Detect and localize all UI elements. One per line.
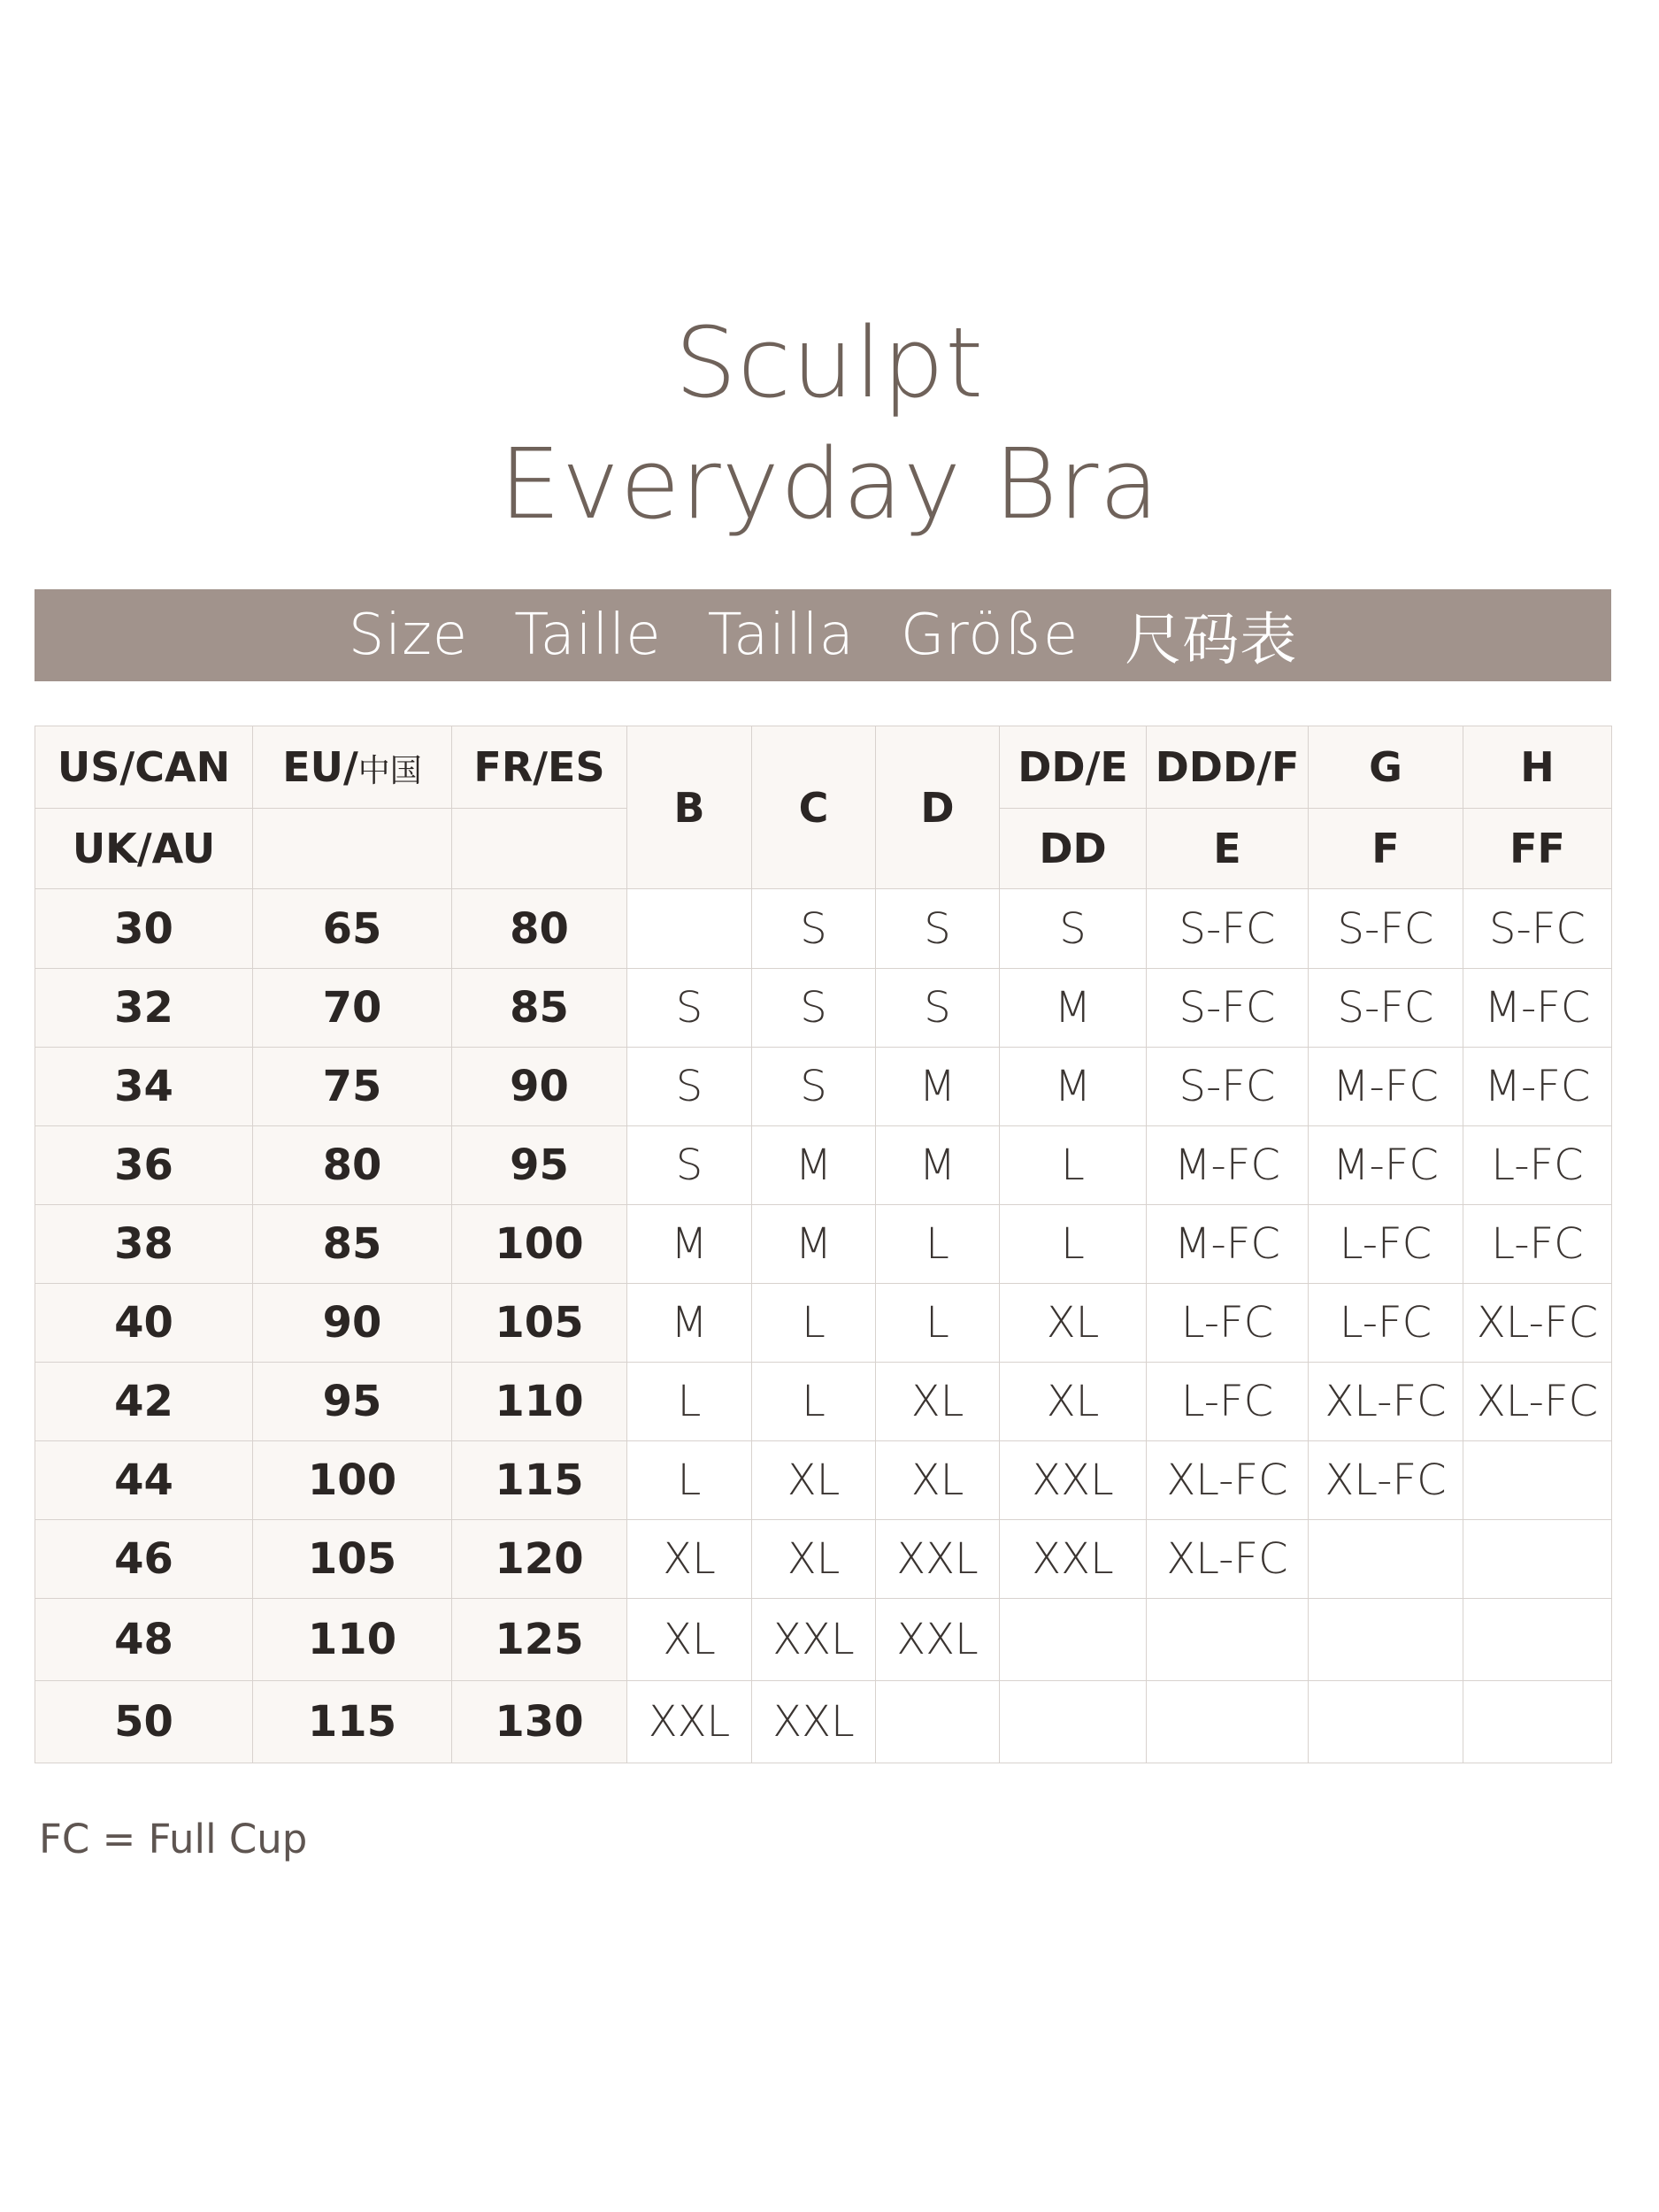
- size-label-zh: 尺码表: [1125, 608, 1298, 673]
- header-uk-cup-dd: DD: [1000, 809, 1147, 889]
- cup-size-cell: M: [876, 1048, 1000, 1126]
- cup-size-cell: [1309, 1681, 1463, 1763]
- size-label-fr: Taille: [514, 603, 662, 668]
- header-uk-cup-f: F: [1309, 809, 1463, 889]
- cup-size-cell: S: [627, 1048, 752, 1126]
- cup-size-cell: M: [627, 1205, 752, 1284]
- band-fr-es: 130: [452, 1681, 627, 1763]
- cup-size-cell: M: [752, 1126, 876, 1205]
- header-us-cup-dd-e: DD/E: [1000, 726, 1147, 809]
- cup-size-cell: L: [627, 1363, 752, 1441]
- cup-size-cell: L-FC: [1463, 1126, 1612, 1205]
- band-fr-es: 95: [452, 1126, 627, 1205]
- band-fr-es: 85: [452, 969, 627, 1048]
- cup-size-cell: S-FC: [1309, 889, 1463, 969]
- band-fr-es: 80: [452, 889, 627, 969]
- band-us-can: 32: [35, 969, 253, 1048]
- cup-size-cell: M: [1000, 1048, 1147, 1126]
- cup-size-cell: [1147, 1681, 1309, 1763]
- band-us-can: 48: [35, 1599, 253, 1681]
- table-row: [35, 1363, 1612, 1441]
- cup-size-cell: [1000, 1599, 1147, 1681]
- band-fr-es: 105: [452, 1284, 627, 1363]
- header-cup-b: B: [627, 726, 752, 889]
- cup-size-cell: S: [876, 969, 1000, 1048]
- cup-size-cell: M: [876, 1126, 1000, 1205]
- cup-size-cell: S: [752, 1048, 876, 1126]
- cup-size-cell: XXL: [1000, 1520, 1147, 1599]
- header-cup-d: D: [876, 726, 1000, 889]
- header-uk-au: UK/AU: [35, 809, 253, 889]
- band-fr-es: 90: [452, 1048, 627, 1126]
- band-eu: 95: [253, 1363, 452, 1441]
- band-us-can: 50: [35, 1681, 253, 1763]
- cup-size-cell: L: [1000, 1126, 1147, 1205]
- cup-size-cell: [1147, 1599, 1309, 1681]
- cup-size-cell: XXL: [752, 1681, 876, 1763]
- cup-size-cell: S-FC: [1309, 969, 1463, 1048]
- size-label-es: Tailla: [707, 603, 855, 668]
- band-eu: 105: [253, 1520, 452, 1599]
- band-fr-es: 100: [452, 1205, 627, 1284]
- cup-size-cell: S: [627, 1126, 752, 1205]
- cup-size-cell: XL: [752, 1520, 876, 1599]
- table-row: [35, 1126, 1612, 1205]
- size-label-en: Size: [348, 603, 469, 668]
- band-eu: 75: [253, 1048, 452, 1126]
- cup-size-cell: S: [752, 889, 876, 969]
- header-fr-es: FR/ES: [452, 726, 627, 809]
- header-uk-cup-ff: FF: [1463, 809, 1612, 889]
- cup-size-cell: M: [1000, 969, 1147, 1048]
- cup-size-cell: [1463, 1441, 1612, 1520]
- cup-size-cell: XXL: [876, 1520, 1000, 1599]
- footnote: FC = Full Cup: [39, 1816, 308, 1863]
- band-fr-es: 115: [452, 1441, 627, 1520]
- header-empty-eu: [253, 809, 452, 889]
- table-row: [35, 969, 1612, 1048]
- band-eu: 80: [253, 1126, 452, 1205]
- band-eu: 70: [253, 969, 452, 1048]
- cup-size-cell: L: [627, 1441, 752, 1520]
- cup-size-cell: XXL: [627, 1681, 752, 1763]
- cup-size-cell: XL: [876, 1441, 1000, 1520]
- table-row: [35, 889, 1612, 969]
- header-cup-c: C: [752, 726, 876, 889]
- band-us-can: 34: [35, 1048, 253, 1126]
- cup-size-cell: S: [752, 969, 876, 1048]
- cup-size-cell: L: [752, 1284, 876, 1363]
- cup-size-cell: XL: [627, 1599, 752, 1681]
- table-row: [35, 1441, 1612, 1520]
- cup-size-cell: XL: [1000, 1363, 1147, 1441]
- band-us-can: 36: [35, 1126, 253, 1205]
- cup-size-cell: S: [627, 969, 752, 1048]
- header-uk-cup-e: E: [1147, 809, 1309, 889]
- cup-size-cell: S: [1000, 889, 1147, 969]
- cup-size-cell: XXL: [876, 1599, 1000, 1681]
- band-us-can: 46: [35, 1520, 253, 1599]
- cup-size-cell: XL-FC: [1463, 1284, 1612, 1363]
- cup-size-cell: XL-FC: [1147, 1441, 1309, 1520]
- cup-size-cell: [1463, 1681, 1612, 1763]
- cup-size-cell: S: [876, 889, 1000, 969]
- band-fr-es: 120: [452, 1520, 627, 1599]
- table-row: [35, 1520, 1612, 1599]
- band-us-can: 38: [35, 1205, 253, 1284]
- cup-size-cell: S-FC: [1147, 969, 1309, 1048]
- header-eu: [253, 726, 452, 809]
- cup-size-cell: XXL: [1000, 1441, 1147, 1520]
- header-us-cup-g: G: [1309, 726, 1463, 809]
- cup-size-cell: M-FC: [1147, 1126, 1309, 1205]
- cup-size-cell: M: [752, 1205, 876, 1284]
- cup-size-cell: [876, 1681, 1000, 1763]
- band-eu: 100: [253, 1441, 452, 1520]
- cup-size-cell: [627, 889, 752, 969]
- header-empty-fr: [452, 809, 627, 889]
- band-fr-es: 110: [452, 1363, 627, 1441]
- title-line-2: Everyday Bra: [499, 427, 1160, 541]
- cup-size-cell: M-FC: [1463, 1048, 1612, 1126]
- cup-size-cell: M-FC: [1309, 1048, 1463, 1126]
- band-eu: 115: [253, 1681, 452, 1763]
- cup-size-cell: L: [1000, 1205, 1147, 1284]
- cup-size-cell: S-FC: [1147, 889, 1309, 969]
- cup-size-cell: [1000, 1681, 1147, 1763]
- cup-size-cell: [1309, 1599, 1463, 1681]
- cup-size-cell: L-FC: [1147, 1284, 1309, 1363]
- cup-size-cell: M-FC: [1463, 969, 1612, 1048]
- header-us-cup-h: H: [1463, 726, 1612, 809]
- table-row: [35, 1048, 1612, 1126]
- band-eu: 90: [253, 1284, 452, 1363]
- cup-size-cell: XL-FC: [1309, 1441, 1463, 1520]
- table-row: [35, 1284, 1612, 1363]
- cup-size-cell: M-FC: [1147, 1205, 1309, 1284]
- band-eu: 65: [253, 889, 452, 969]
- band-eu: 110: [253, 1599, 452, 1681]
- cup-size-cell: L-FC: [1463, 1205, 1612, 1284]
- header-eu-cn: 中国: [357, 753, 422, 789]
- band-eu: 85: [253, 1205, 452, 1284]
- cup-size-cell: M: [627, 1284, 752, 1363]
- size-table: [35, 726, 1612, 1763]
- cup-size-cell: L: [876, 1205, 1000, 1284]
- cup-size-cell: XL-FC: [1463, 1363, 1612, 1441]
- cup-size-cell: M-FC: [1309, 1126, 1463, 1205]
- cup-size-cell: XL: [876, 1363, 1000, 1441]
- cup-size-cell: S-FC: [1463, 889, 1612, 969]
- table-row: [35, 1681, 1612, 1763]
- table-body: [35, 889, 1612, 1763]
- cup-size-cell: [1463, 1520, 1612, 1599]
- cup-size-cell: L: [876, 1284, 1000, 1363]
- header-us-can: US/CAN: [35, 726, 253, 809]
- band-us-can: 30: [35, 889, 253, 969]
- table-row: [35, 1205, 1612, 1284]
- cup-size-cell: L-FC: [1309, 1205, 1463, 1284]
- table-row: [35, 1599, 1612, 1681]
- cup-size-cell: L: [752, 1363, 876, 1441]
- cup-size-cell: [1309, 1520, 1463, 1599]
- band-us-can: 44: [35, 1441, 253, 1520]
- band-us-can: 40: [35, 1284, 253, 1363]
- cup-size-cell: XXL: [752, 1599, 876, 1681]
- title-line-1: Sculpt: [674, 306, 985, 419]
- cup-size-cell: L-FC: [1309, 1284, 1463, 1363]
- cup-size-cell: XL-FC: [1147, 1520, 1309, 1599]
- cup-size-cell: XL-FC: [1309, 1363, 1463, 1441]
- cup-size-cell: XL: [627, 1520, 752, 1599]
- cup-size-cell: [1463, 1599, 1612, 1681]
- size-banner: [35, 589, 1611, 681]
- cup-size-cell: L-FC: [1147, 1363, 1309, 1441]
- cup-size-cell: XL: [752, 1441, 876, 1520]
- header-eu-prefix: EU/: [282, 743, 358, 791]
- band-fr-es: 125: [452, 1599, 627, 1681]
- size-label-de: Größe: [900, 603, 1079, 668]
- cup-size-cell: S-FC: [1147, 1048, 1309, 1126]
- band-us-can: 42: [35, 1363, 253, 1441]
- header-us-cup-ddd-f: DDD/F: [1147, 726, 1309, 809]
- cup-size-cell: XL: [1000, 1284, 1147, 1363]
